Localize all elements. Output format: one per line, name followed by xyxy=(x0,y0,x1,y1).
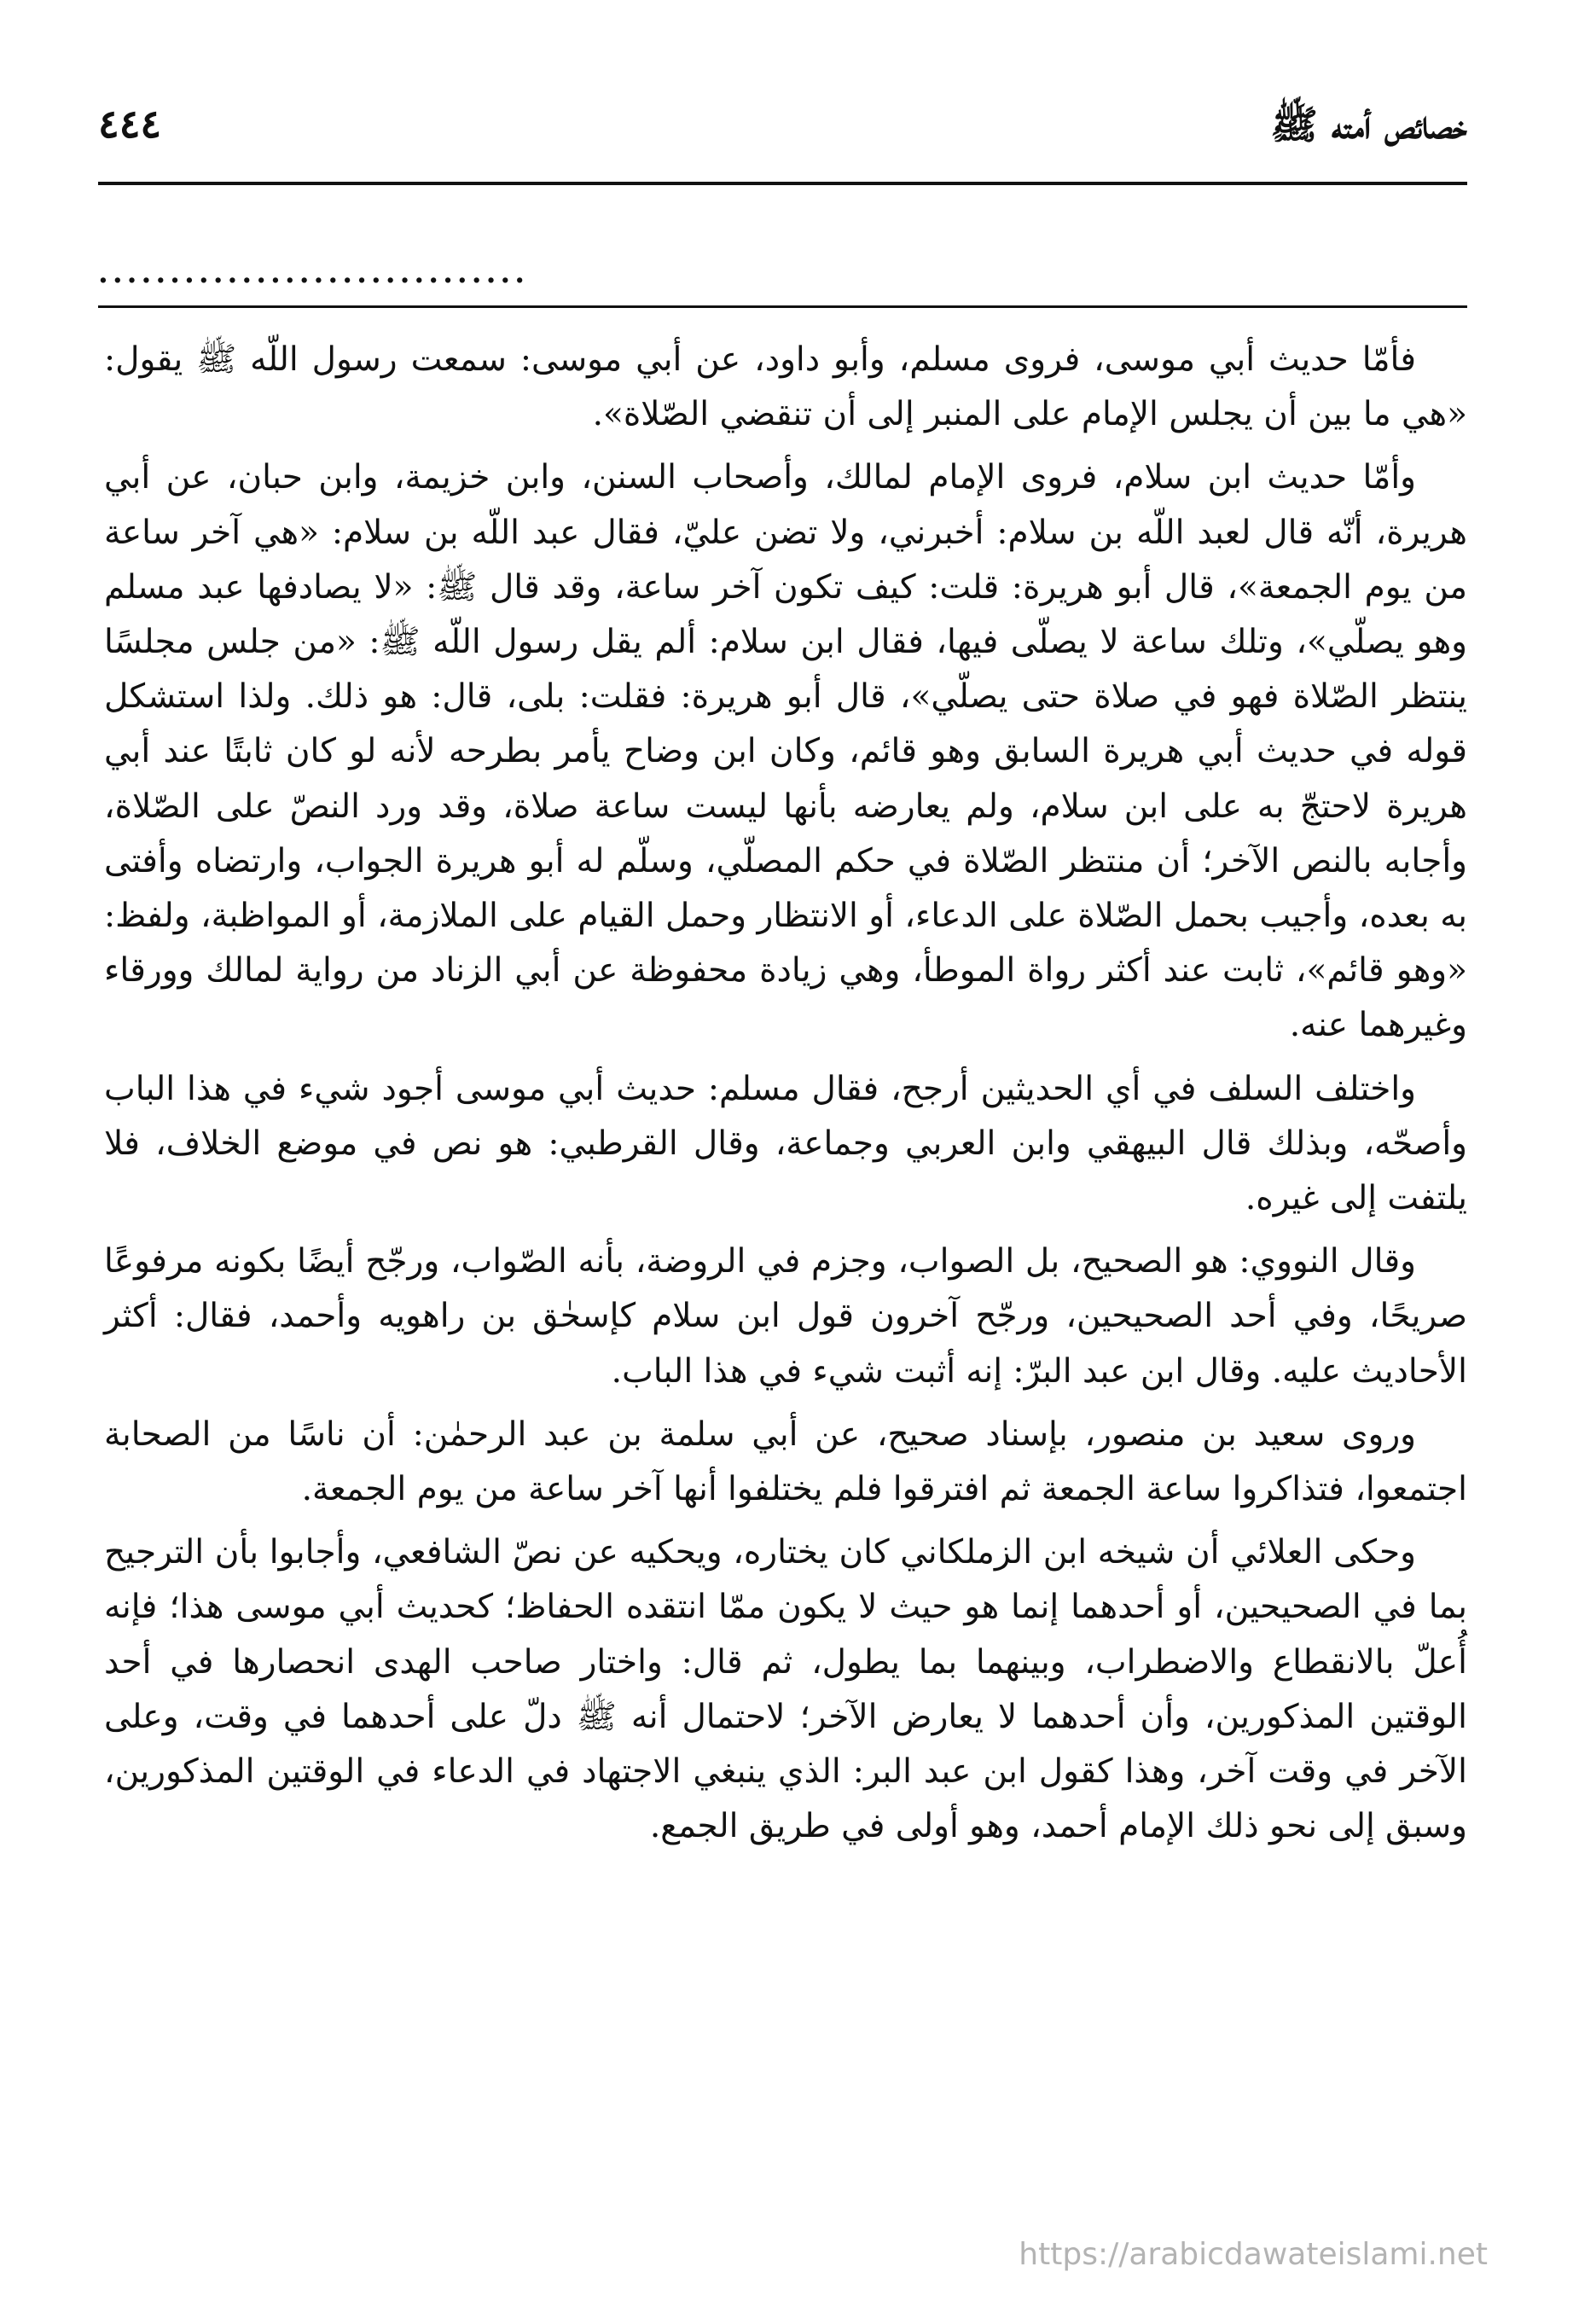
main-text xyxy=(104,333,1467,1862)
page-number: ٤٤٤ xyxy=(98,101,162,147)
ellipsis-separator: .............................. xyxy=(98,256,530,290)
paragraph-ibn-salam: وأمّا حديث ابن سلام، فروى الإمام لمالك، وأصحاب السنن، وابن خزيمة، وابن حبان، عن أبي هريرة، أنّه قال لعبد اللّه بن سلام: أخبرني، ولا تضن عليّ، فقال عبد اللّه بن سلام: «هي آخر ساعة من يوم الجمعة»، قال أبو هريرة: قلت: كيف تكون آخر ساعة، وقد قال ﷺ: «لا يصادفها عبد مسلم وهو يصلّي»، وتلك ساعة لا يصلّى فيها، فقال ابن سلام: ألم يقل رسول اللّه ﷺ: «من جلس مجلسًا ينتظر الصّلاة فهو في صلاة حتى يصلّي»، قال أبو هريرة: فقلت: بلى، قال: هو ذلك. ولذا استشكل قوله في حديث أبي هريرة السابق وهو قائم، وكان ابن وضاح يأمر بطرحه لأنه لو كان ثابتًا عند أبي هريرة لاحتجّ به على ابن سلام، ولم يعارضه بأنها ليست ساعة صلاة، وقد ورد النصّ على الصّلاة، وأجابه بالنص الآخر؛ أن منتظر الصّلاة في حكم المصلّي، وسلّم له أبو هريرة الجواب، وارتضاه وأفتى به بعده، وأجيب بحمل الصّلاة على الدعاء، أو الانتظار وحمل القيام على الملازمة، أو المواظبة، ولفظ: «وهو قائم»، ثابت عند أكثر رواة الموطأ، وهي زيادة محفوظة عن أبي الزناد من رواية لمالك وورقاء وغيرهما عنه. xyxy=(104,458,1467,1045)
paragraph-alai: وحكى العلائي أن شيخه ابن الزملكاني كان يختاره، ويحكيه عن نصّ الشافعي، وأجابوا بأن الترجيح بما في الصحيحين، أو أحدهما إنما هو حيث لا يكون ممّا انتقده الحفاظ؛ كحديث أبي موسى هذا؛ فإنه أُعلّ بالانقطاع والاضطراب، وبينهما بما يطول، ثم قال: واختار صاحب الهدى انحصارها في أحد الوقتين المذكورين، وأن أحدهما لا يعارض الآخر؛ لاحتمال أنه ﷺ دلّ على أحدهما في وقت، وعلى الآخر في وقت آخر، وهذا كقول ابن عبد البر: الذي ينبغي الاجتهاد في الدعاء في الوقتين المذكورين، وسبق إلى نحو ذلك الإمام أحمد، وهو أولى في طريق الجمع. xyxy=(104,1533,1467,1846)
paragraph-salaf-disagreement: واختلف السلف في أي الحديثين أرجح، فقال مسلم: حديث أبي موسى أجود شيء في هذا الباب وأصحّه، وبذلك قال البيهقي وابن العربي وجماعة، وقال القرطبي: هو نص في موضع الخلاف، فلا يلتفت إلى غيره. xyxy=(104,1069,1467,1218)
paragraph-abu-musa: فأمّا حديث أبي موسى، فروى مسلم، وأبو داود، عن أبي موسى: سمعت رسول اللّه ﷺ يقول: «هي ما بين أن يجلس الإمام على المنبر إلى أن تنقضي الصّلاة». xyxy=(104,340,1467,434)
separator-rule xyxy=(98,305,1467,308)
paragraph-nawawi: وقال النووي: هو الصحيح، بل الصواب، وجزم في الروضة، بأنه الصّواب، ورجّح أيضًا بكونه مرفوعًا صريحًا، وفي أحد الصحيحين، ورجّح آخرون قول ابن سلام كإسحٰق بن راهويه وأحمد، فقال: أكثر الأحاديث عليه. وقال ابن عبد البرّ: إنه أثبت شيء في هذا الباب. xyxy=(104,1242,1467,1391)
watermark-url: https://arabicdawateislami.net xyxy=(1019,2237,1488,2272)
paragraph-said-ibn-mansur: وروى سعيد بن منصور، بإسناد صحيح، عن أبي سلمة بن عبد الرحمٰن: أن ناسًا من الصحابة اجتمعوا، فتذاكروا ساعة الجمعة ثم افترقوا فلم يختلفوا أنها آخر ساعة من يوم الجمعة. xyxy=(104,1415,1467,1509)
page-header xyxy=(98,94,1467,171)
header-rule xyxy=(98,182,1467,185)
running-title: خصائص أمته ﷺ xyxy=(1270,102,1467,148)
